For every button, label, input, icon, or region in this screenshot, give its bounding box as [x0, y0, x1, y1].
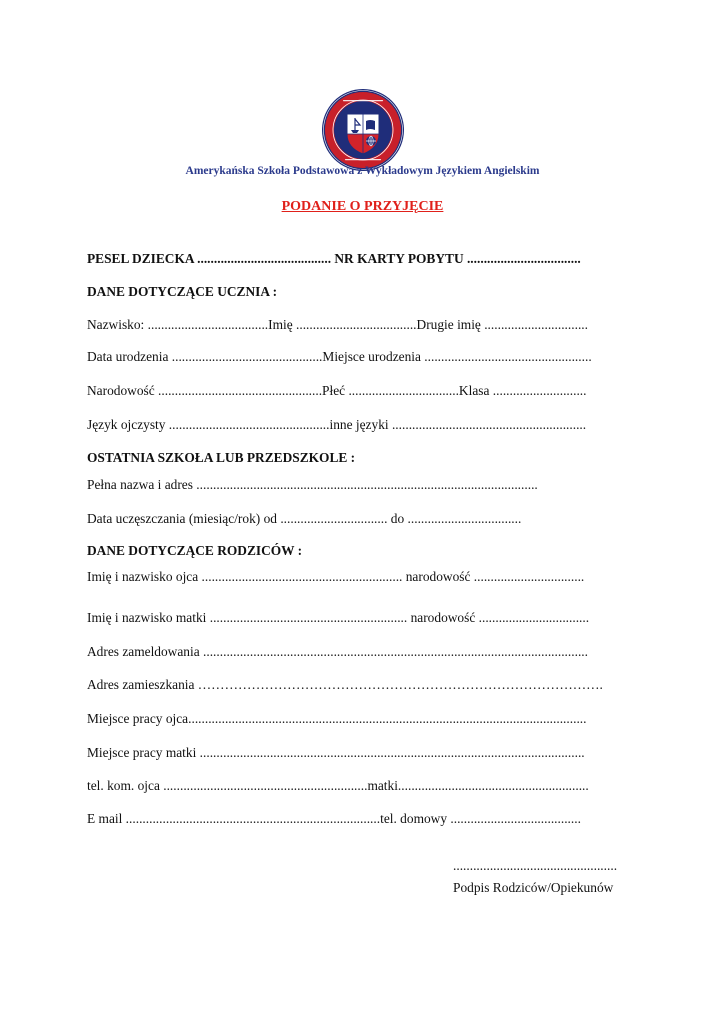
school-section-heading: OSTATNIA SZKOŁA LUB PRZEDSZKOLE : [87, 450, 356, 465]
registered-address-field[interactable]: Adres zameldowania ................................................................................................................... [87, 644, 588, 659]
pesel-field[interactable]: PESEL DZIECKA ........................................ NR KARTY POBYTU .................................. [87, 251, 581, 266]
mother-field[interactable]: Imię i nazwisko matki ........................................................... narodowość ................................. [87, 610, 590, 625]
document-title: PODANIE O PRZYJĘCIE [281, 199, 444, 214]
email-field[interactable]: E mail ............................................................................tel. domowy ....................................... [87, 811, 581, 826]
attendance-field[interactable]: Data uczęszczania (miesiąc/rok) od ................................ do .................................. [87, 511, 522, 526]
parents-section-heading: DANE DOTYCZĄCE RODZICÓW : [87, 543, 303, 558]
school-name: Amerykańska Szkoła Podstawowa z Wykładowym Językiem Angielskim [185, 165, 540, 177]
school-logo [321, 88, 405, 172]
nationality-field[interactable]: Narodowość .................................................Płeć .................................Klasa ............................ [87, 383, 587, 398]
student-names-field[interactable]: Nazwisko: ....................................Imię ....................................Drugie imię ............................... [87, 317, 588, 332]
previous-school-field[interactable]: Pełna nazwa i adres ...................................................................................................... [87, 477, 538, 492]
mother-work-field[interactable]: Miejsce pracy matki ................................................................................................................... [87, 745, 585, 760]
birth-field[interactable]: Data urodzenia .............................................Miejsce urodzenia .................................................. [87, 349, 592, 364]
residence-address-field[interactable]: Adres zamieszkania ………………………………………………………………………………. [87, 677, 603, 692]
student-section-heading: DANE DOTYCZĄCE UCZNIA : [87, 284, 278, 299]
father-work-field[interactable]: Miejsce pracy ojca....................................................................................................................... [87, 711, 587, 726]
phones-field[interactable]: tel. kom. ojca .............................................................matki......................................................... [87, 778, 589, 793]
signature-line[interactable]: ................................................. [453, 858, 618, 873]
language-field[interactable]: Język ojczysty ................................................inne języki .......................................................... [87, 417, 587, 432]
signature-label: Podpis Rodziców/Opiekunów [453, 880, 614, 895]
father-field[interactable]: Imię i nazwisko ojca ............................................................ narodowość ................................. [87, 569, 585, 584]
